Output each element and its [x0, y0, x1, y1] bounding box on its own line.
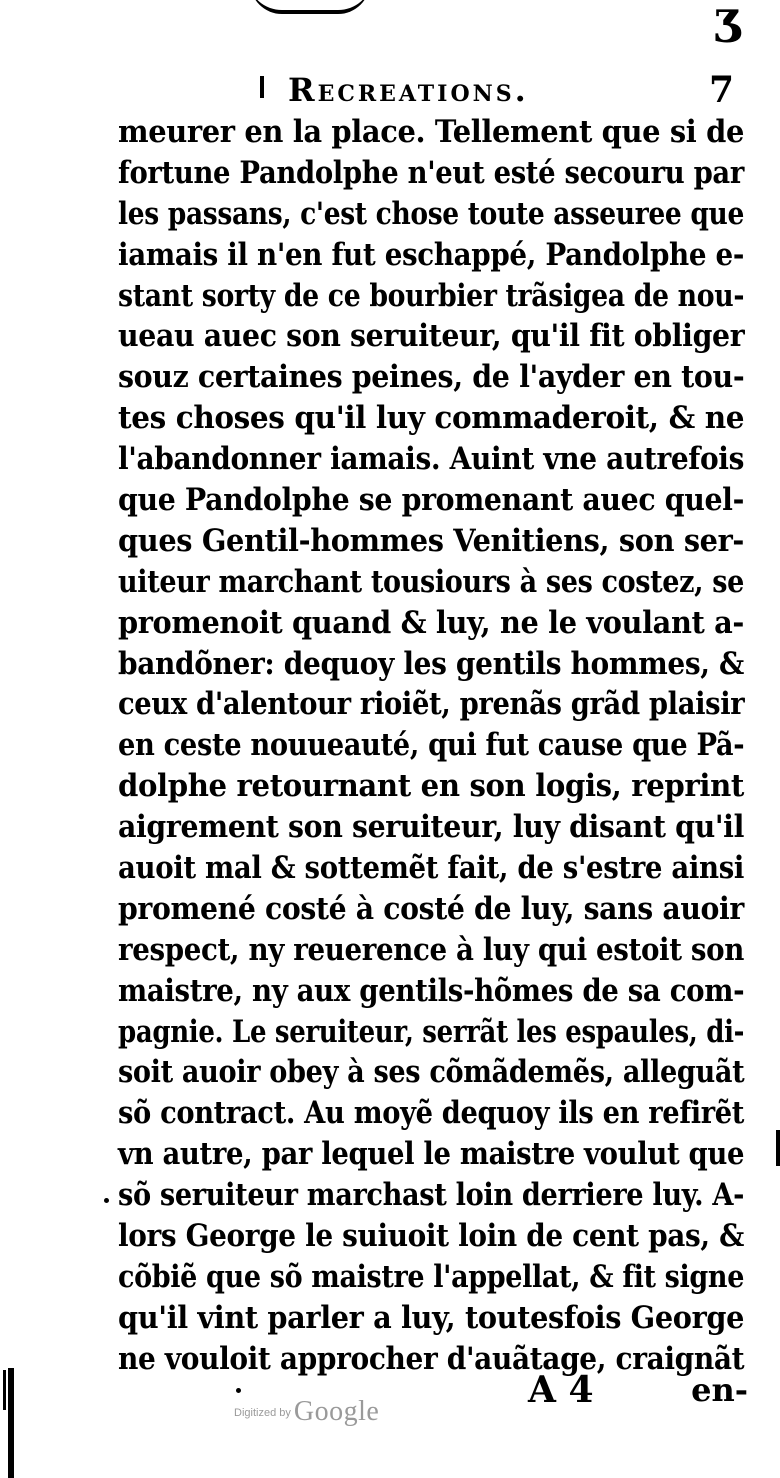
text-line: sõ seruiteur marchast loin derriere luy. A- [118, 1177, 745, 1214]
text-line: dolphe retournant en son logis, reprint [118, 768, 744, 805]
text-line: iamais il n'en fut eschappé, Pandolphe e- [118, 236, 745, 273]
text-line: pagnie. Le seruiteur, serrãt les espaules, di- [118, 1013, 745, 1050]
header-tick-mark [260, 76, 264, 98]
catchword: en- [691, 1371, 748, 1409]
text-line: que Pandolphe se promenant auec quel- [118, 482, 744, 519]
text-line: stant sorty de ce bourbier trãsigea de nou- [118, 277, 745, 314]
text-line: soit auoir obey à ses cõmãdemẽs, alleguãt [118, 1054, 745, 1091]
text-line: promenoit quand & luy, ne le voulant a- [118, 604, 745, 641]
digitized-watermark [234, 1398, 379, 1426]
text-line: l'abandonner iamais. Auint vne autrefois [118, 441, 744, 478]
running-title: Recreations. [288, 71, 529, 109]
text-line: maistre, ny aux gentils-hõmes de sa com- [118, 972, 745, 1009]
scan-artifact-top [250, 0, 370, 14]
text-line: vn autre, par lequel le maistre voulut que [118, 1136, 745, 1173]
text-line: promené costé à costé de luy, sans auoir [118, 890, 744, 927]
scan-speck [236, 1388, 241, 1393]
text-line: qu'il vint parler a luy, toutesfois George [118, 1299, 744, 1336]
page-number: 7 [708, 69, 734, 111]
text-line: souz certaines peines, de l'ayder en tou- [118, 359, 745, 396]
text-line: bandõner: dequoy les gentils hommes, & [118, 645, 744, 682]
scan-speck [104, 1198, 109, 1203]
text-line: aigrement son seruiteur, luy disant qu'il [118, 809, 744, 846]
text-line: ueau auec son seruiteur, qu'il fit obliger [118, 318, 745, 355]
text-line: ques Gentil-hommes Venitiens, son ser- [118, 522, 745, 559]
scan-edge-right [776, 1130, 780, 1166]
text-line: auoit mal & sottemẽt fait, de s'estre ainsi [118, 850, 744, 887]
text-line: en ceste nouueauté, qui fut cause que Pã- [118, 727, 745, 764]
text-line: cõbiẽ que sõ maistre l'appellat, & fit signe [118, 1258, 745, 1295]
body-text [118, 112, 744, 1380]
text-line: lors George le suiuoit loin de cent pas, & [118, 1218, 744, 1255]
text-line: tes choses qu'il luy commaderoit, & ne [118, 400, 745, 437]
scan-edge-left-thin [3, 1370, 6, 1410]
text-line: ceux d'alentour rioiẽt, prenãs grãd plaisir [118, 686, 745, 723]
text-line: fortune Pandolphe n'eut esté secouru par [118, 154, 744, 191]
text-line: les passans, c'est chose toute asseuree que [118, 195, 745, 232]
scan-edge-left [8, 1368, 14, 1478]
text-line: sõ contract. Au moyẽ dequoy ils en refirẽt [118, 1095, 745, 1132]
text-line: respect, ny reuerence à luy qui estoit son [118, 931, 745, 968]
text-line: meurer en la place. Tellement que si de [118, 114, 744, 150]
watermark-brand: Google [293, 1396, 380, 1427]
text-line: ne vouloit approcher d'auãtage, craignãt [118, 1340, 745, 1377]
watermark-prefix: Digitized by [234, 1407, 291, 1419]
scan-artifact-corner: ʒ [713, 0, 740, 44]
signature-mark: A 4 [528, 1369, 594, 1411]
text-line: uiteur marchant tousiours à ses costez, se [118, 563, 745, 600]
